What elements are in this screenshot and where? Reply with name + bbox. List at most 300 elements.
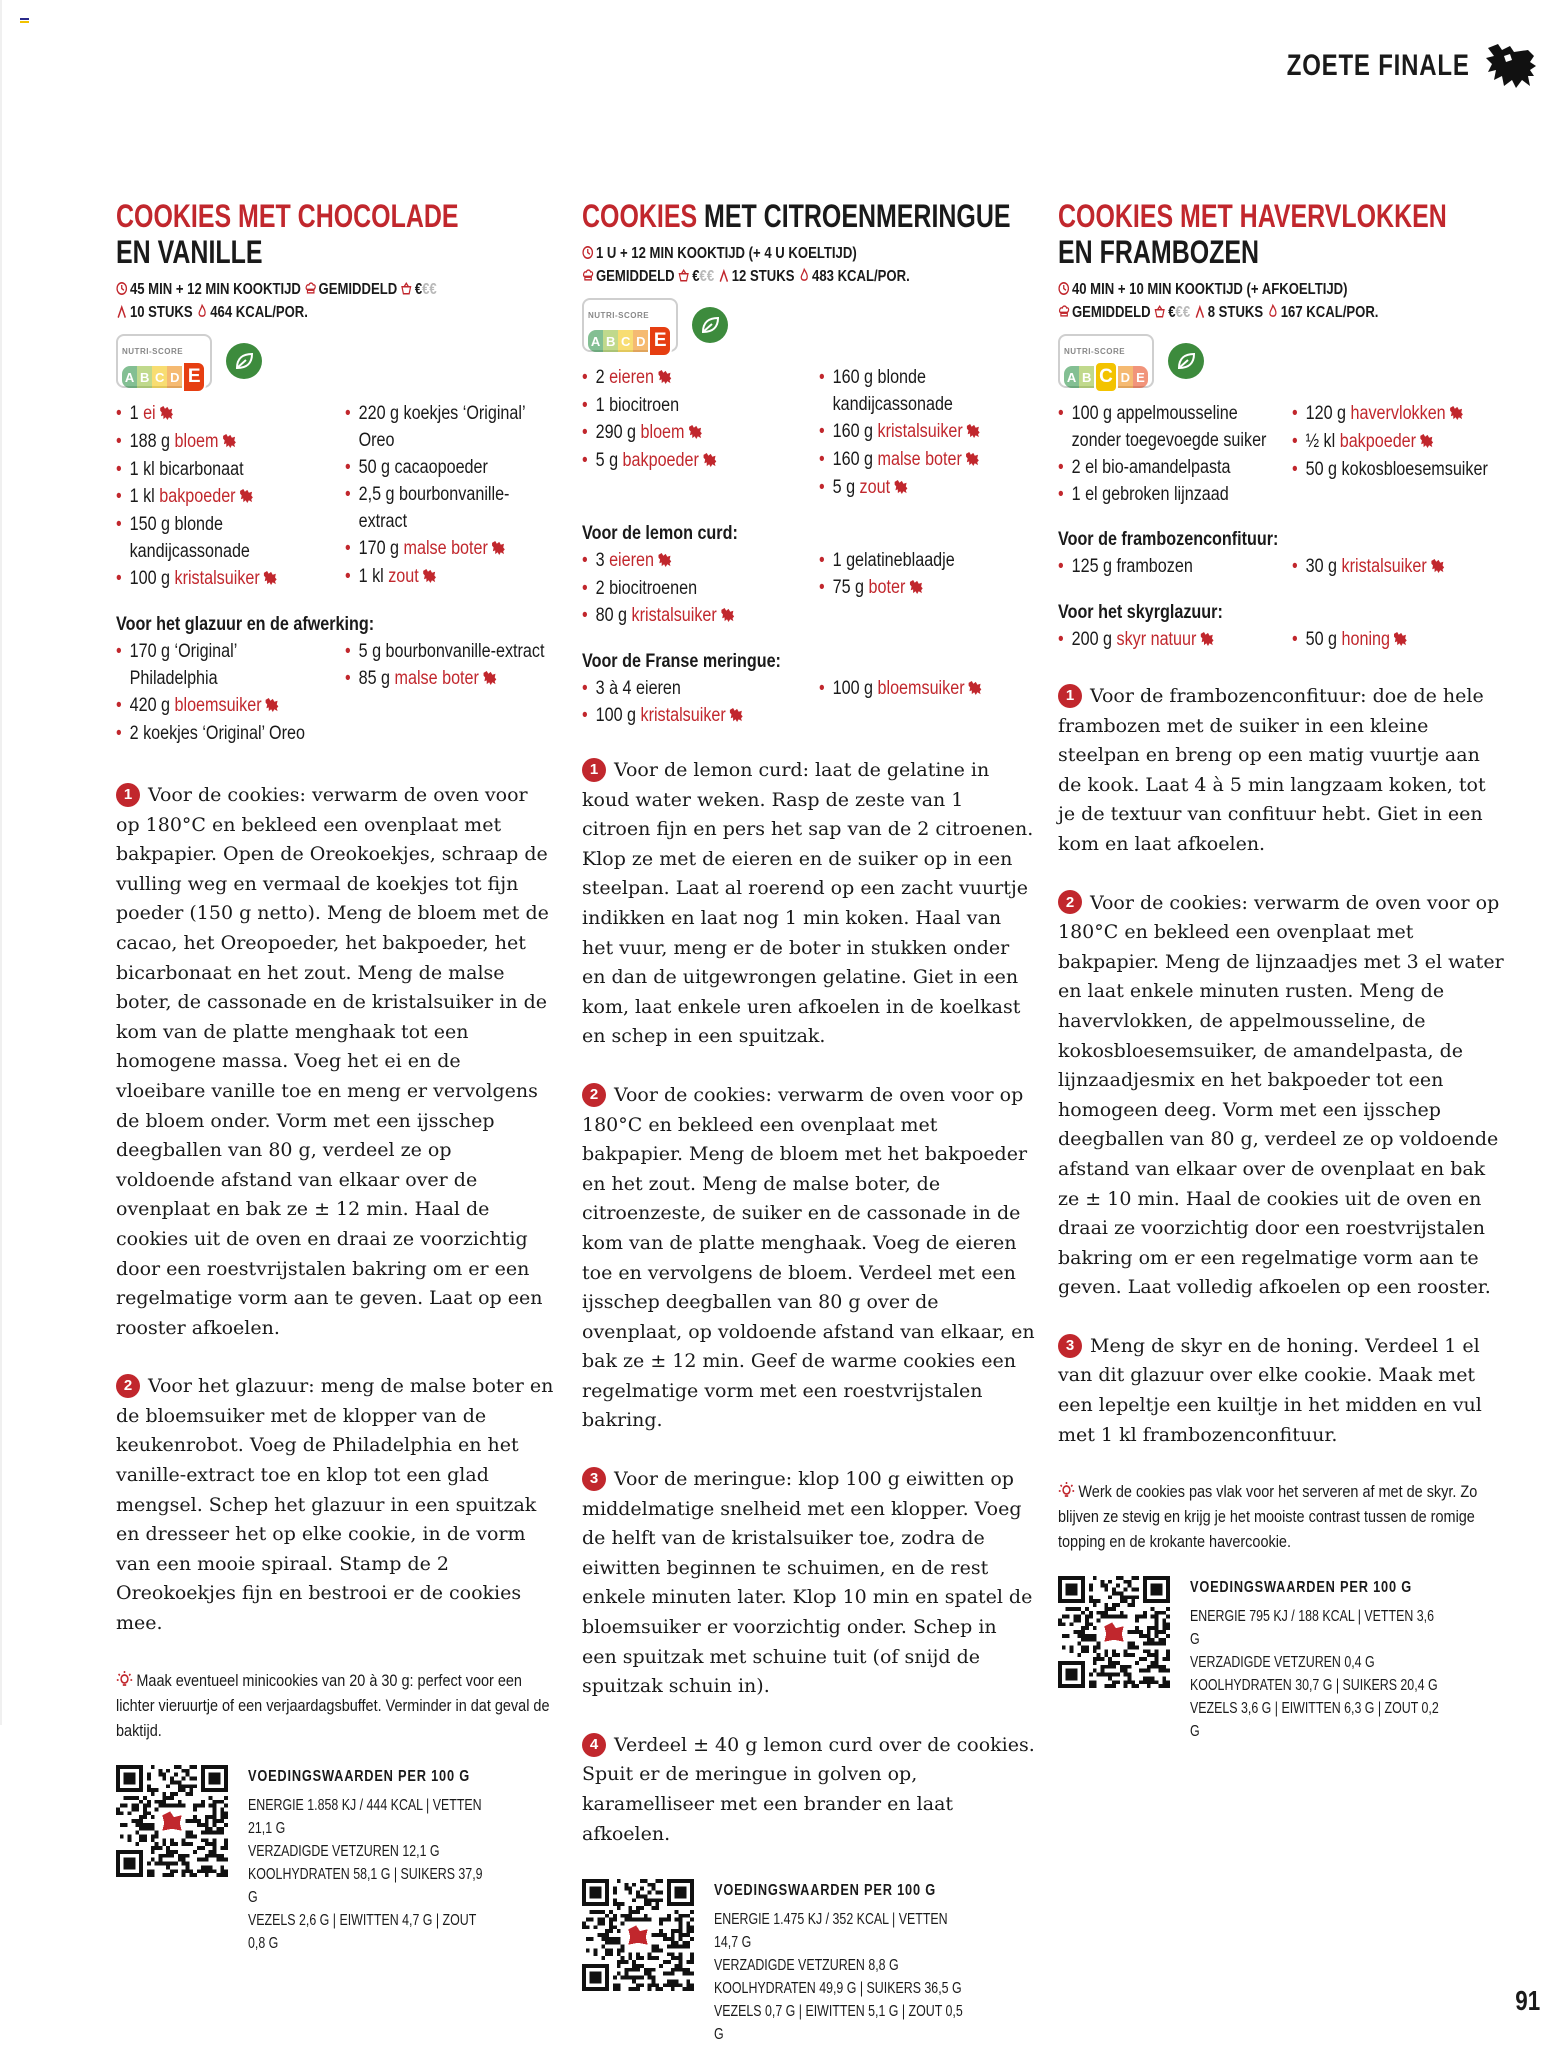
nutri-score-letter: C	[152, 366, 167, 388]
lion-tag-icon	[263, 571, 277, 588]
lion-tag-icon	[729, 708, 743, 725]
ingredient-highlight: eieren	[609, 367, 654, 388]
ingredient-text: 160 g	[832, 421, 878, 442]
ingredient-highlight: malse boter	[403, 538, 488, 559]
nutrition-line: VEZELS 0,7 G | EIWITTEN 5,1 G | ZOUT 0,5 G	[714, 2003, 963, 2044]
basket-icon	[1154, 304, 1168, 321]
calories-icon	[798, 268, 812, 285]
ingredient-group-title: Voor het glazuur en de afwerking:	[116, 614, 375, 635]
ingredient-item	[582, 364, 799, 392]
ingredient-highlight: bloemsuiker	[174, 695, 262, 716]
ingredient-text: 150 g blonde kandijcassonade	[129, 514, 250, 562]
nutrition-title: VOEDINGSWAARDEN PER 100 G	[248, 1767, 470, 1785]
ingredient-text: 125 g frambozen	[1071, 556, 1193, 577]
ingredient-text: 2 biocitroenen	[595, 578, 698, 599]
ingredient-text: 2,5 g bourbonvanille-extract	[358, 484, 510, 532]
ingredient-text: 5 g	[595, 450, 623, 471]
ingredient-highlight: bloem	[640, 422, 685, 443]
price-level-inactive: €€	[1175, 304, 1191, 321]
ingredient-highlight: bakpoeder	[159, 486, 236, 507]
ingredient-item	[1292, 400, 1507, 428]
ingredient-highlight: boter	[868, 577, 905, 598]
step-text: Voor de cookies: verwarm de oven voor op 180°C en bekleed een ovenplaat met bakpapier. Meng de bloem met het bakpoeder en het zout. Meng de malse boter, de citroenzeste, de suiker en de cassonade in de kom van de platte menghaak. Voeg de eieren toe en vervolgens de bloem. Verdeel met een ijsschep deegballen van 80 g over de ovenplaat, op voldoende afstand van elkaar, en bak ze ± 12 min. Geef de warme cookies een regelmatige vorm met een roestvrijstalen bakring.	[582, 1083, 1035, 1432]
price-level-inactive: €€	[699, 268, 715, 285]
ingredient-list	[345, 400, 555, 593]
ingredient-text: 5 g	[832, 477, 860, 498]
ingredient-list	[582, 675, 799, 730]
meta-line	[582, 242, 1037, 265]
preparation-step	[116, 1372, 556, 1638]
ingredient-list	[819, 364, 1036, 502]
ingredient-text: 5 g bourbonvanille-extract	[358, 641, 545, 662]
ingredient-text: 2	[595, 367, 610, 388]
ingredient-text: 160 g blonde kandijcassonade	[832, 367, 953, 415]
clock-icon	[582, 245, 596, 262]
ingredient-highlight: kristalsuiker	[640, 705, 726, 726]
lion-tag-icon	[239, 489, 253, 506]
ingredient-item	[582, 392, 799, 419]
nutri-score-scale	[588, 325, 672, 357]
step-number: 2	[582, 1083, 606, 1107]
nutri-score-letter: D	[167, 366, 182, 388]
ingredient-item	[1292, 428, 1507, 456]
lion-tag-icon	[908, 580, 922, 597]
nutri-score-letter: D	[1118, 366, 1133, 388]
ingredient-item	[116, 456, 326, 483]
ingredient-item	[116, 565, 326, 593]
ingredient-list	[1292, 553, 1507, 581]
preparation-step	[1058, 889, 1508, 1303]
ingredient-text: 80 g	[595, 605, 632, 626]
ingredient-item	[819, 418, 1036, 446]
step-text: Voor de meringue: klop 100 g eiwitten op middelmatige snelheid met een klopper. Voeg de helft van de kristalsuiker toe, zodra de eiwitten beginnen te schuimen, en de rest enkele minuten later. Klop 10 min en spatel de bloemsuiker er voorzichtig onder. Schep in een spuitzak met schuine tuit (of snijd de spuitzak schuin in).	[582, 1468, 1033, 1698]
recipe-title	[582, 198, 1036, 234]
recipe-column	[1058, 198, 1508, 1743]
recipe-column	[116, 198, 556, 1955]
ingredients	[116, 400, 556, 593]
lion-tag-icon	[422, 569, 436, 586]
ingredient-text: 3 à 4 eieren	[595, 678, 681, 699]
recipe-meta	[1058, 278, 1508, 324]
nutri-score-letter: E	[182, 361, 206, 393]
page-header	[1241, 42, 1538, 90]
ingredient-text: 420 g	[129, 695, 175, 716]
preparation-step	[582, 756, 1037, 1052]
ingredient-text: 1 kl	[129, 486, 160, 507]
nutrition-info	[582, 1879, 1037, 2046]
chef-hat-icon	[305, 281, 319, 298]
ingredient-item	[116, 720, 326, 747]
ingredient-item	[582, 675, 799, 702]
ingredient-item	[582, 419, 799, 447]
nutri-score-letter: C	[618, 330, 633, 352]
lion-tag-icon	[222, 434, 236, 451]
nutrition-line: VERZADIGDE VETZUREN 0,4 G	[1190, 1654, 1375, 1672]
ingredient-text: 1	[129, 403, 144, 424]
recipe-title-black: EN FRAMBOZEN	[1058, 234, 1260, 270]
ingredient-group-title: Voor de frambozenconfituur:	[1058, 529, 1279, 550]
nutri-score-letter: A	[588, 330, 603, 352]
tip-text: Werk de cookies pas vlak voor het serveren af met de skyr. Zo blijven ze stevig en krijg je het mooiste contrast tussen de romige topping en de krokante havercookie.	[1058, 1482, 1478, 1552]
recipe-title-black: MET CITROENMERINGUE	[704, 198, 1011, 234]
ingredient-text: 200 g	[1071, 629, 1117, 650]
preparation-step	[582, 1465, 1037, 1702]
difficulty: GEMIDDELD	[1071, 304, 1151, 321]
ingredient-highlight: kristalsuiker	[174, 568, 260, 589]
tip	[116, 1668, 554, 1743]
servings: 10 STUKS	[129, 304, 193, 321]
step-text: Voor het glazuur: meng de malse boter en de bloemsuiker met de klopper van de keukenrobot. Voeg de Philadelphia en het vanille-extract toe en klop tot een glad mengsel. Schep het glazuur in een spuitzak en dresseer het op elke cookie, in de vorm van een mooie spiraal. Stamp de 2 Oreokoekjes fijn en bestrooi er de cookies mee.	[116, 1375, 554, 1635]
lion-tag-icon	[265, 698, 279, 715]
nutri-score-letter: E	[648, 325, 672, 357]
nutrition-line: KOOLHYDRATEN 30,7 G | SUIKERS 20,4 G	[1190, 1677, 1438, 1695]
ingredient-text: 1 biocitroen	[595, 395, 680, 416]
ingredient-item	[1058, 400, 1273, 454]
nutri-score-letter: B	[1079, 366, 1094, 388]
cook-time: 40 MIN + 10 MIN KOOKTIJD (+ AFKOELTIJD)	[1071, 281, 1348, 298]
step-text: Voor de cookies: verwarm de oven voor op 180°C en bekleed een ovenplaat met bakpapier. Meng de lijnzaadjes met 3 el water en laat enkele minuten rusten. Meng de havervlokken, de appelmousseline, de kokosbloesemsuiker, de amandelpasta, de lijnzaadjesmix en het bakpoeder tot een homogeen deeg. Vorm met een ijsschep deegballen van 80 g, verdeel ze op voldoende afstand van elkaar over de ovenplaat en bak ze ± 10 min. Haal de cookies uit de oven en draai ze voorzichtig door een roestvrijstalen bakring om er een regelmatige vorm aan te geven. Laat volledig afkoelen op een rooster.	[1058, 891, 1504, 1299]
qr-code[interactable]	[582, 1879, 694, 2046]
nutrition-line: ENERGIE 795 KJ / 188 KCAL | VETTEN 3,6 G	[1190, 1608, 1434, 1649]
chef-hat-icon	[1058, 304, 1072, 321]
ingredient-text: 100 g	[832, 678, 878, 699]
servings-icon	[116, 304, 130, 321]
nutrition-values	[714, 1879, 972, 2046]
ingredient-item	[819, 474, 1036, 502]
ingredient-list	[819, 547, 1036, 630]
step-text: Voor de cookies: verwarm de oven voor op 180°C en bekleed een ovenplaat met bakpapier. Open de Oreokoekjes, schraap de vulling weg en vermaal de koekjes tot fijn poeder (150 g netto). Meng de bloem met de cacao, het Oreopoeder, het bakpoeder, het bicarbonaat en het zout. Meng de malse boter, de cassonade en de kristalsuiker in de kom van de platte menghaak tot een homogene massa. Voeg het ei en de vloeibare vanille toe en meng er vervolgens de bloem onder. Vorm met een ijsschep deegballen van 80 g, verdeel ze op voldoende afstand van elkaar over de ovenplaat en bak ze ± 12 min. Haal de cookies uit de oven en draai ze voorzichtig door een roestvrijstalen bakring om er een regelmatige vorm aan te geven. Laat op een rooster afkoelen.	[116, 784, 549, 1339]
ingredient-text: 160 g	[832, 449, 878, 470]
ingredients	[1058, 400, 1508, 508]
qr-code[interactable]	[1058, 1576, 1170, 1743]
vegetarian-icon	[226, 343, 262, 379]
recipe-title-red: COOKIES	[582, 198, 698, 234]
ingredient-list	[116, 400, 326, 593]
recipe-title	[116, 198, 555, 270]
ingredient-item	[1058, 454, 1273, 481]
ingredient-text: 1 gelatineblaadje	[832, 550, 955, 571]
ingredient-highlight: zout	[859, 477, 890, 498]
ingredient-item	[116, 400, 326, 428]
ingredient-item	[345, 638, 555, 665]
nutrition-info	[1058, 1576, 1508, 1743]
recipe-column	[582, 198, 1037, 2046]
step-number: 1	[1058, 684, 1082, 708]
nutrition-title: VOEDINGSWAARDEN PER 100 G	[714, 1882, 936, 1900]
ingredient-item	[1058, 553, 1273, 580]
ingredient-text: 50 g cacaopoeder	[358, 457, 488, 478]
ingredient-text: ½ kl	[1305, 431, 1340, 452]
ingredient-text: 2 el bio-amandelpasta	[1071, 457, 1231, 478]
ingredient-item	[345, 400, 555, 454]
ingredient-highlight: bloemsuiker	[877, 678, 965, 699]
ingredient-group-title: Voor het skyrglazuur:	[1058, 602, 1223, 623]
ingredient-item	[819, 446, 1036, 474]
ingredient-text: 1 el gebroken lijnzaad	[1071, 484, 1229, 505]
nutri-score-letter: A	[1064, 366, 1079, 388]
lion-tag-icon	[702, 453, 716, 470]
ingredient-item	[582, 547, 799, 575]
ingredient-highlight: kristalsuiker	[631, 605, 717, 626]
ingredient-text: 188 g	[129, 431, 175, 452]
ingredient-item	[582, 575, 799, 602]
lightbulb-icon	[116, 1671, 133, 1690]
ingredient-item	[1292, 626, 1507, 654]
preparation-steps	[116, 781, 556, 1639]
ingredient-highlight: bakpoeder	[1339, 431, 1417, 452]
price-level: €	[692, 268, 700, 285]
ingredient-highlight: skyr natuur	[1116, 629, 1197, 650]
ingredient-text: 1 kl	[358, 566, 389, 587]
lion-tag-icon	[159, 406, 173, 423]
ingredients	[582, 364, 1037, 502]
ingredient-list	[582, 364, 799, 502]
recipe-meta	[116, 278, 556, 324]
calories: 483 KCAL/POR.	[812, 268, 910, 285]
meta-line	[1058, 278, 1508, 301]
nutri-score-label: NUTRI-SCORE	[588, 311, 650, 320]
nutri-score-letter: C	[1094, 361, 1118, 393]
lion-tag-icon	[657, 553, 671, 570]
ingredient-item	[345, 563, 555, 591]
section-title: ZOETE FINALE	[1287, 49, 1470, 82]
preparation-step	[582, 1731, 1037, 1849]
recipe-title-red: COOKIES MET CHOCOLADE	[116, 198, 459, 234]
step-number: 2	[116, 1374, 140, 1398]
nutrition-info	[116, 1765, 556, 1955]
ingredient-highlight: kristalsuiker	[1341, 556, 1427, 577]
step-number: 1	[116, 783, 140, 807]
nutri-score-scale	[1064, 361, 1148, 393]
tip-text: Maak eventueel minicookies van 20 à 30 g: perfect voor een lichter vieruurtje of een verjaardagsbuffet. Verminder in dat geval de baktijd.	[116, 1670, 550, 1740]
basket-icon	[678, 268, 692, 285]
preparation-step	[116, 781, 556, 1343]
nutrition-line: KOOLHYDRATEN 49,9 G | SUIKERS 36,5 G	[714, 1980, 962, 1998]
ingredient-item	[819, 547, 1036, 574]
lion-tag-icon	[1393, 632, 1407, 649]
ingredient-text: 2 koekjes ‘Original’ Oreo	[129, 723, 305, 744]
preparation-steps	[1058, 682, 1508, 1450]
nutri-score-badge	[582, 298, 678, 352]
ingredient-list	[116, 638, 326, 747]
lion-tag-icon	[967, 681, 981, 698]
lion-tag-icon	[482, 671, 496, 688]
calories-icon	[1267, 304, 1281, 321]
ingredient-item	[345, 454, 555, 481]
step-number: 4	[582, 1733, 606, 1757]
ingredient-text: 290 g	[595, 422, 641, 443]
ingredient-text: 100 g appelmousseline zonder toegevoegde suiker	[1071, 403, 1267, 451]
lion-tag-icon	[1419, 434, 1433, 451]
nutrition-line: VEZELS 2,6 G | EIWITTEN 4,7 G | ZOUT 0,8 G	[248, 1911, 477, 1952]
ingredient-item	[1058, 626, 1273, 654]
ingredient-item	[1292, 456, 1507, 483]
ingredient-highlight: eieren	[609, 550, 654, 571]
ingredient-highlight: ei	[143, 403, 156, 424]
meta-line	[116, 301, 556, 324]
step-text: Meng de skyr en de honing. Verdeel 1 el van dit glazuur over elke cookie. Maak met een lepeltje een kuiltje in het midden en vul met 1 kl frambozenconfituur.	[1058, 1334, 1482, 1446]
ingredient-text: 170 g ‘Original’ Philadelphia	[129, 641, 237, 689]
ingredient-list	[1058, 400, 1273, 508]
ingredient-text: 3	[595, 550, 610, 571]
nutrition-line: ENERGIE 1.858 KJ / 444 KCAL | VETTEN 21,1 G	[248, 1796, 482, 1837]
preparation-step	[582, 1081, 1037, 1436]
ingredient-list	[819, 675, 1036, 730]
page-edge-rule	[0, 0, 2, 1725]
servings: 8 STUKS	[1207, 304, 1264, 321]
ingredient-item	[116, 692, 326, 720]
ingredient-highlight: bakpoeder	[622, 450, 699, 471]
ingredient-highlight: malse boter	[394, 668, 479, 689]
nutrition-values	[248, 1765, 494, 1955]
price-level-inactive: €€	[422, 281, 437, 298]
difficulty: GEMIDDELD	[595, 268, 675, 285]
nutrition-line: KOOLHYDRATEN 58,1 G | SUIKERS 37,9 G	[248, 1865, 483, 1906]
nutrition-line: VERZADIGDE VETZUREN 12,1 G	[248, 1842, 440, 1860]
ingredient-list	[1058, 553, 1273, 581]
lion-tag-icon	[1200, 632, 1214, 649]
chef-hat-icon	[582, 268, 596, 285]
ingredient-text: 100 g	[129, 568, 175, 589]
lightbulb-icon	[1058, 1482, 1075, 1501]
ingredient-list	[1292, 400, 1507, 508]
ingredient-group	[582, 675, 1037, 730]
flag-icon	[20, 18, 29, 25]
ingredient-text: 170 g	[358, 538, 404, 559]
ingredient-group	[582, 547, 1037, 630]
price-level: €	[1168, 304, 1176, 321]
ingredient-item	[819, 364, 1036, 418]
ingredient-item	[819, 574, 1036, 602]
calories: 167 KCAL/POR.	[1280, 304, 1379, 321]
ingredient-text: 85 g	[358, 668, 395, 689]
step-text: Verdeel ± 40 g lemon curd over de cookies. Spuit er de meringue in golven op, karamelliseer met een brander en laat afkoelen.	[582, 1733, 1035, 1845]
ingredient-highlight: zout	[388, 566, 419, 587]
step-number: 3	[582, 1467, 606, 1491]
qr-code[interactable]	[116, 1765, 228, 1955]
lion-tag-icon	[1449, 406, 1463, 423]
recipe-meta	[582, 242, 1037, 288]
ingredient-highlight: malse boter	[877, 449, 962, 470]
ingredient-item	[582, 447, 799, 475]
nutrition-title: VOEDINGSWAARDEN PER 100 G	[1190, 1579, 1412, 1597]
calories: 464 KCAL/POR.	[210, 304, 308, 321]
preparation-step	[1058, 1332, 1508, 1450]
ingredient-item	[345, 481, 555, 535]
ingredient-item	[116, 511, 326, 565]
lion-tag-icon	[965, 452, 979, 469]
ingredient-group	[1058, 626, 1508, 654]
recipe-title	[1058, 198, 1507, 270]
badges	[116, 334, 556, 388]
badges	[582, 298, 1037, 352]
preparation-steps	[582, 756, 1037, 1849]
step-number: 3	[1058, 1334, 1082, 1358]
ingredient-text: 100 g	[595, 705, 641, 726]
lion-tag-icon	[1430, 559, 1444, 576]
ingredient-highlight: kristalsuiker	[877, 421, 963, 442]
ingredient-text: 220 g koekjes ‘Original’ Oreo	[358, 403, 525, 451]
basket-icon	[401, 281, 415, 298]
nutri-score-letter: A	[122, 366, 137, 388]
lion-logo-icon	[1484, 42, 1538, 90]
ingredient-item	[582, 602, 799, 630]
ingredient-list	[345, 638, 555, 747]
nutri-score-badge	[1058, 334, 1154, 388]
lion-tag-icon	[966, 424, 980, 441]
nutri-score-badge	[116, 334, 212, 388]
ingredient-item	[1058, 481, 1273, 508]
nutri-score-label: NUTRI-SCORE	[1064, 347, 1126, 356]
ingredient-group	[1058, 553, 1508, 581]
ingredient-list	[1292, 626, 1507, 654]
ingredient-highlight: bloem	[174, 431, 219, 452]
step-text: Voor de frambozenconfituur: doe de hele frambozen met de suiker in een kleine steelpan en breng op een matig vuurtje aan de kook. Laat 4 à 5 min langzaam koken, tot je de textuur van confituur hebt. Giet in een kom en laat afkoelen.	[1058, 685, 1486, 855]
step-text: Voor de lemon curd: laat de gelatine in koud water weken. Rasp de zeste van 1 citroen fijn en pers het sap van de 2 citroenen. Klop ze met de eieren en de suiker op in een steelpan. Laat al roerend op een zacht vuurtje indikken en laat nog 1 min koken. Haal van het vuur, meng er de boter in stukken onder en dan de uitgewrongen gelatine. Giet in een kom, laat enkele uren afkoelen in de koelkast en schep in een spuitzak.	[582, 759, 1034, 1048]
lion-tag-icon	[893, 480, 907, 497]
ingredient-group	[116, 638, 556, 747]
vegetarian-icon	[1168, 343, 1204, 379]
ingredient-group-title: Voor de lemon curd:	[582, 523, 738, 544]
nutrition-line: ENERGIE 1.475 KJ / 352 KCAL | VETTEN 14,7 G	[714, 1911, 948, 1952]
cook-time: 45 MIN + 12 MIN KOOKTIJD	[129, 281, 301, 298]
ingredient-group-title: Voor de Franse meringue:	[582, 651, 781, 672]
nutri-score-letter: B	[137, 366, 152, 388]
ingredient-highlight: havervlokken	[1350, 403, 1446, 424]
nutrition-line: VEZELS 3,6 G | EIWITTEN 6,3 G | ZOUT 0,2 G	[1190, 1700, 1439, 1741]
lion-tag-icon	[491, 541, 505, 558]
ingredient-item	[345, 665, 555, 693]
ingredient-item	[116, 483, 326, 511]
ingredient-text: 50 g	[1305, 629, 1342, 650]
lion-tag-icon	[688, 425, 702, 442]
ingredient-list	[1058, 626, 1273, 654]
nutrition-line: VERZADIGDE VETZUREN 8,8 G	[714, 1957, 899, 1975]
servings: 12 STUKS	[731, 268, 795, 285]
lion-tag-icon	[657, 370, 671, 387]
ingredient-item	[819, 675, 1036, 703]
lion-tag-icon	[720, 608, 734, 625]
nutrition-values	[1190, 1576, 1444, 1743]
ingredient-item	[116, 638, 326, 692]
clock-icon	[1058, 281, 1072, 298]
tip	[1058, 1479, 1506, 1554]
meta-line	[1058, 301, 1508, 324]
badges	[1058, 334, 1508, 388]
nutri-score-letter: D	[633, 330, 648, 352]
nutri-score-label: NUTRI-SCORE	[122, 347, 184, 356]
ingredient-item	[345, 535, 555, 563]
nutri-score-letter: E	[1133, 366, 1148, 388]
price-level: €	[414, 281, 423, 298]
cook-time: 1 U + 12 MIN KOOKTIJD (+ 4 U KOELTIJD)	[595, 245, 857, 262]
ingredient-highlight: honing	[1341, 629, 1391, 650]
ingredient-item	[1292, 553, 1507, 581]
ingredient-item	[116, 428, 326, 456]
step-number: 2	[1058, 890, 1082, 914]
page-number: 91	[1515, 1985, 1540, 2016]
meta-line	[582, 265, 1037, 288]
nutri-score-scale	[122, 361, 206, 393]
step-number: 1	[582, 758, 606, 782]
servings-icon	[1194, 304, 1208, 321]
recipe-title-red: COOKIES MET HAVERVLOKKEN	[1058, 198, 1447, 234]
servings-icon	[718, 268, 732, 285]
ingredient-text: 120 g	[1305, 403, 1351, 424]
ingredient-text: 1 kl bicarbonaat	[129, 459, 244, 480]
calories-icon	[196, 304, 210, 321]
clock-icon	[116, 281, 130, 298]
